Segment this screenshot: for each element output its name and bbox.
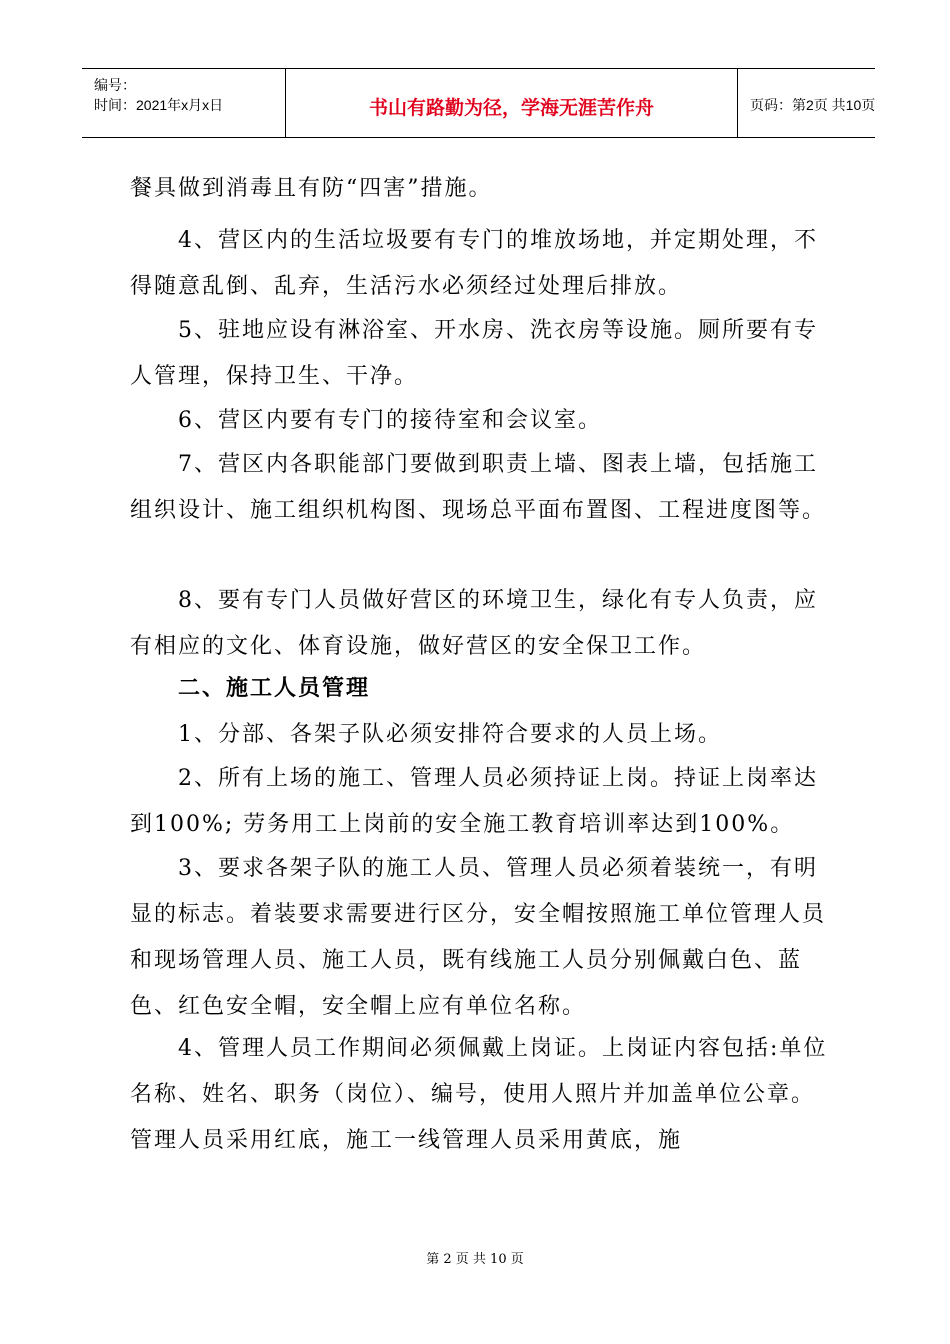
header-page-cell xyxy=(738,69,875,137)
doc-time: 时间：2021年x月x日 xyxy=(94,97,224,113)
page-header xyxy=(82,68,875,138)
paragraph-item-6: 6、营区内要有专门的接待室和会议室。 xyxy=(178,408,602,433)
section-heading: 二、施工人员管理 xyxy=(178,676,371,701)
paragraph-item-8: 8、要有专门人员做好营区的环境卫生，绿化有专人负责，应有相应的文化、体育设施，做好营区的安全保卫工作。 xyxy=(130,588,818,659)
paragraph-item-7: 7、营区内各职能部门要做到职责上墙、图表上墙，包括施工组织设计、施工组织机构图、现场总平面布置图、工程进度图等。 xyxy=(130,452,827,523)
doc-number: 编号： xyxy=(94,77,136,93)
page-code: 页码：第2页 共10页 xyxy=(750,97,876,113)
page-footer: 第 2 页 共 10 页 xyxy=(426,1252,524,1267)
paragraph-staff-4: 4、管理人员工作期间必须佩戴上岗证。上岗证内容包括:单位名称、姓名、职务（岗位）、编号，使用人照片并加盖单位公章。管理人员采用红底，施工一线管理人员采用黄底，施 xyxy=(130,1036,828,1153)
header-motto-cell xyxy=(286,69,738,137)
paragraph-item-4: 4、营区内的生活垃圾要有专门的堆放场地，并定期处理，不得随意乱倒、乱弃，生活污水必须经过处理后排放。 xyxy=(130,228,818,299)
paragraph-continuation: 餐具做到消毒且有防“四害”措施。 xyxy=(130,176,493,201)
paragraph-item-5: 5、驻地应设有淋浴室、开水房、洗衣房等设施。厕所要有专人管理，保持卫生、干净。 xyxy=(130,318,818,389)
motto-text: 书山有路勤为径，学海无涯苦作舟 xyxy=(368,97,654,119)
header-info-cell xyxy=(82,69,286,137)
paragraph-staff-1: 1、分部、各架子队必须安排符合要求的人员上场。 xyxy=(178,722,722,747)
paragraph-staff-2: 2、所有上场的施工、管理人员必须持证上岗。持证上岗率达到100%; 劳务用工上岗前的安全施工教育培训率达到100%。 xyxy=(130,766,818,837)
paragraph-staff-3: 3、要求各架子队的施工人员、管理人员必须着装统一，有明显的标志。着装要求需要进行区分，安全帽按照施工单位管理人员和现场管理人员、施工人员，既有线施工人员分别佩戴白色、蓝色、红色安全帽，安全帽上应有单位名称。 xyxy=(130,856,827,1019)
